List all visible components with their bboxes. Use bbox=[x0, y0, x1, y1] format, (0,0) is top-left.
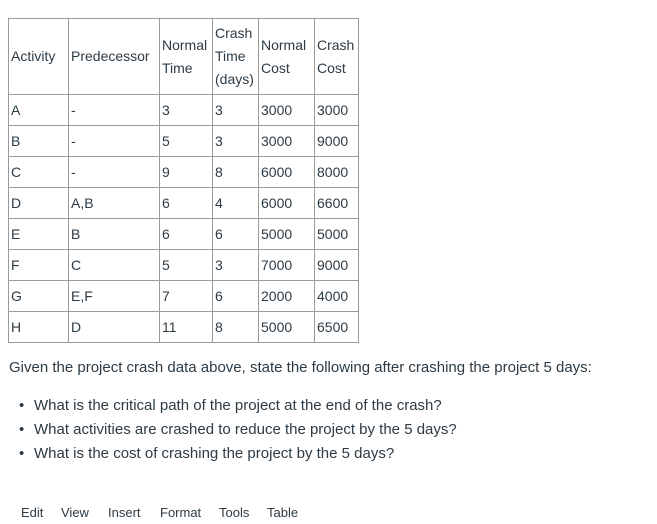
list-item bbox=[19, 418, 457, 442]
cell-normal-time: 5 bbox=[160, 126, 213, 157]
list-item bbox=[19, 394, 457, 418]
cell-normal-cost: 7000 bbox=[259, 250, 315, 281]
cell-normal-cost: 3000 bbox=[259, 95, 315, 126]
cell-activity: H bbox=[9, 312, 69, 343]
cell-activity: A bbox=[9, 95, 69, 126]
table-row bbox=[9, 312, 359, 343]
question-item-crash-cost: What is the cost of crashing the project by the 5 days? bbox=[34, 445, 395, 462]
cell-activity: B bbox=[9, 126, 69, 157]
bullet-icon: • bbox=[19, 421, 25, 438]
cell-activity: E bbox=[9, 219, 69, 250]
cell-predecessor: B bbox=[69, 219, 160, 250]
table-header-row bbox=[9, 19, 359, 95]
header-crash-time: Crash Time (days) bbox=[213, 19, 259, 95]
cell-crash-cost: 9000 bbox=[315, 126, 359, 157]
cell-crash-time: 3 bbox=[213, 95, 259, 126]
cell-predecessor: C bbox=[69, 250, 160, 281]
cell-crash-time: 6 bbox=[213, 281, 259, 312]
bullet-icon: • bbox=[19, 445, 25, 462]
cell-predecessor: A,B bbox=[69, 188, 160, 219]
question-list bbox=[0, 394, 457, 466]
cell-crash-time: 3 bbox=[213, 250, 259, 281]
cell-normal-cost: 3000 bbox=[259, 126, 315, 157]
table-row bbox=[9, 188, 359, 219]
cell-activity: F bbox=[9, 250, 69, 281]
menu-table[interactable]: Table bbox=[267, 505, 299, 520]
bullet-icon: • bbox=[19, 397, 25, 414]
cell-predecessor: - bbox=[69, 95, 160, 126]
menu-tools[interactable]: Tools bbox=[219, 505, 250, 520]
crash-data-table bbox=[8, 18, 359, 343]
question-item-crashed-activities: What activities are crashed to reduce the project by the 5 days? bbox=[34, 421, 457, 438]
question-item-critical-path: What is the critical path of the project at the end of the crash? bbox=[34, 397, 442, 414]
cell-normal-time: 9 bbox=[160, 157, 213, 188]
cell-crash-cost: 5000 bbox=[315, 219, 359, 250]
cell-activity: C bbox=[9, 157, 69, 188]
cell-crash-cost: 9000 bbox=[315, 250, 359, 281]
cell-crash-time: 8 bbox=[213, 312, 259, 343]
cell-normal-cost: 6000 bbox=[259, 188, 315, 219]
menu-edit[interactable]: Edit bbox=[21, 505, 44, 520]
cell-predecessor: - bbox=[69, 157, 160, 188]
table-row bbox=[9, 219, 359, 250]
question-intro: Given the project crash data above, state the following after crashing the project 5 days: bbox=[9, 359, 592, 376]
cell-normal-time: 3 bbox=[160, 95, 213, 126]
cell-crash-time: 4 bbox=[213, 188, 259, 219]
editor-menubar bbox=[0, 504, 657, 524]
list-item bbox=[19, 442, 457, 466]
cell-normal-time: 5 bbox=[160, 250, 213, 281]
cell-normal-time: 6 bbox=[160, 188, 213, 219]
cell-activity: G bbox=[9, 281, 69, 312]
header-normal-time: Normal Time bbox=[160, 19, 213, 95]
cell-crash-time: 3 bbox=[213, 126, 259, 157]
header-normal-cost: Normal Cost bbox=[259, 19, 315, 95]
table-row bbox=[9, 250, 359, 281]
header-activity: Activity bbox=[9, 19, 69, 95]
cell-crash-cost: 6500 bbox=[315, 312, 359, 343]
cell-normal-cost: 5000 bbox=[259, 219, 315, 250]
table-row bbox=[9, 157, 359, 188]
menu-view[interactable]: View bbox=[61, 505, 89, 520]
cell-normal-cost: 2000 bbox=[259, 281, 315, 312]
cell-predecessor: - bbox=[69, 126, 160, 157]
cell-crash-cost: 8000 bbox=[315, 157, 359, 188]
cell-predecessor: D bbox=[69, 312, 160, 343]
table-row bbox=[9, 95, 359, 126]
cell-normal-cost: 6000 bbox=[259, 157, 315, 188]
cell-activity: D bbox=[9, 188, 69, 219]
cell-crash-time: 6 bbox=[213, 219, 259, 250]
cell-normal-cost: 5000 bbox=[259, 312, 315, 343]
menu-insert[interactable]: Insert bbox=[108, 505, 141, 520]
table-row bbox=[9, 126, 359, 157]
cell-normal-time: 11 bbox=[160, 312, 213, 343]
cell-crash-cost: 6600 bbox=[315, 188, 359, 219]
header-predecessor: Predecessor bbox=[69, 19, 160, 95]
cell-normal-time: 7 bbox=[160, 281, 213, 312]
cell-crash-cost: 4000 bbox=[315, 281, 359, 312]
cell-predecessor: E,F bbox=[69, 281, 160, 312]
menu-format[interactable]: Format bbox=[160, 505, 202, 520]
cell-normal-time: 6 bbox=[160, 219, 213, 250]
cell-crash-time: 8 bbox=[213, 157, 259, 188]
header-crash-cost: Crash Cost bbox=[315, 19, 359, 95]
table-row bbox=[9, 281, 359, 312]
cell-crash-cost: 3000 bbox=[315, 95, 359, 126]
